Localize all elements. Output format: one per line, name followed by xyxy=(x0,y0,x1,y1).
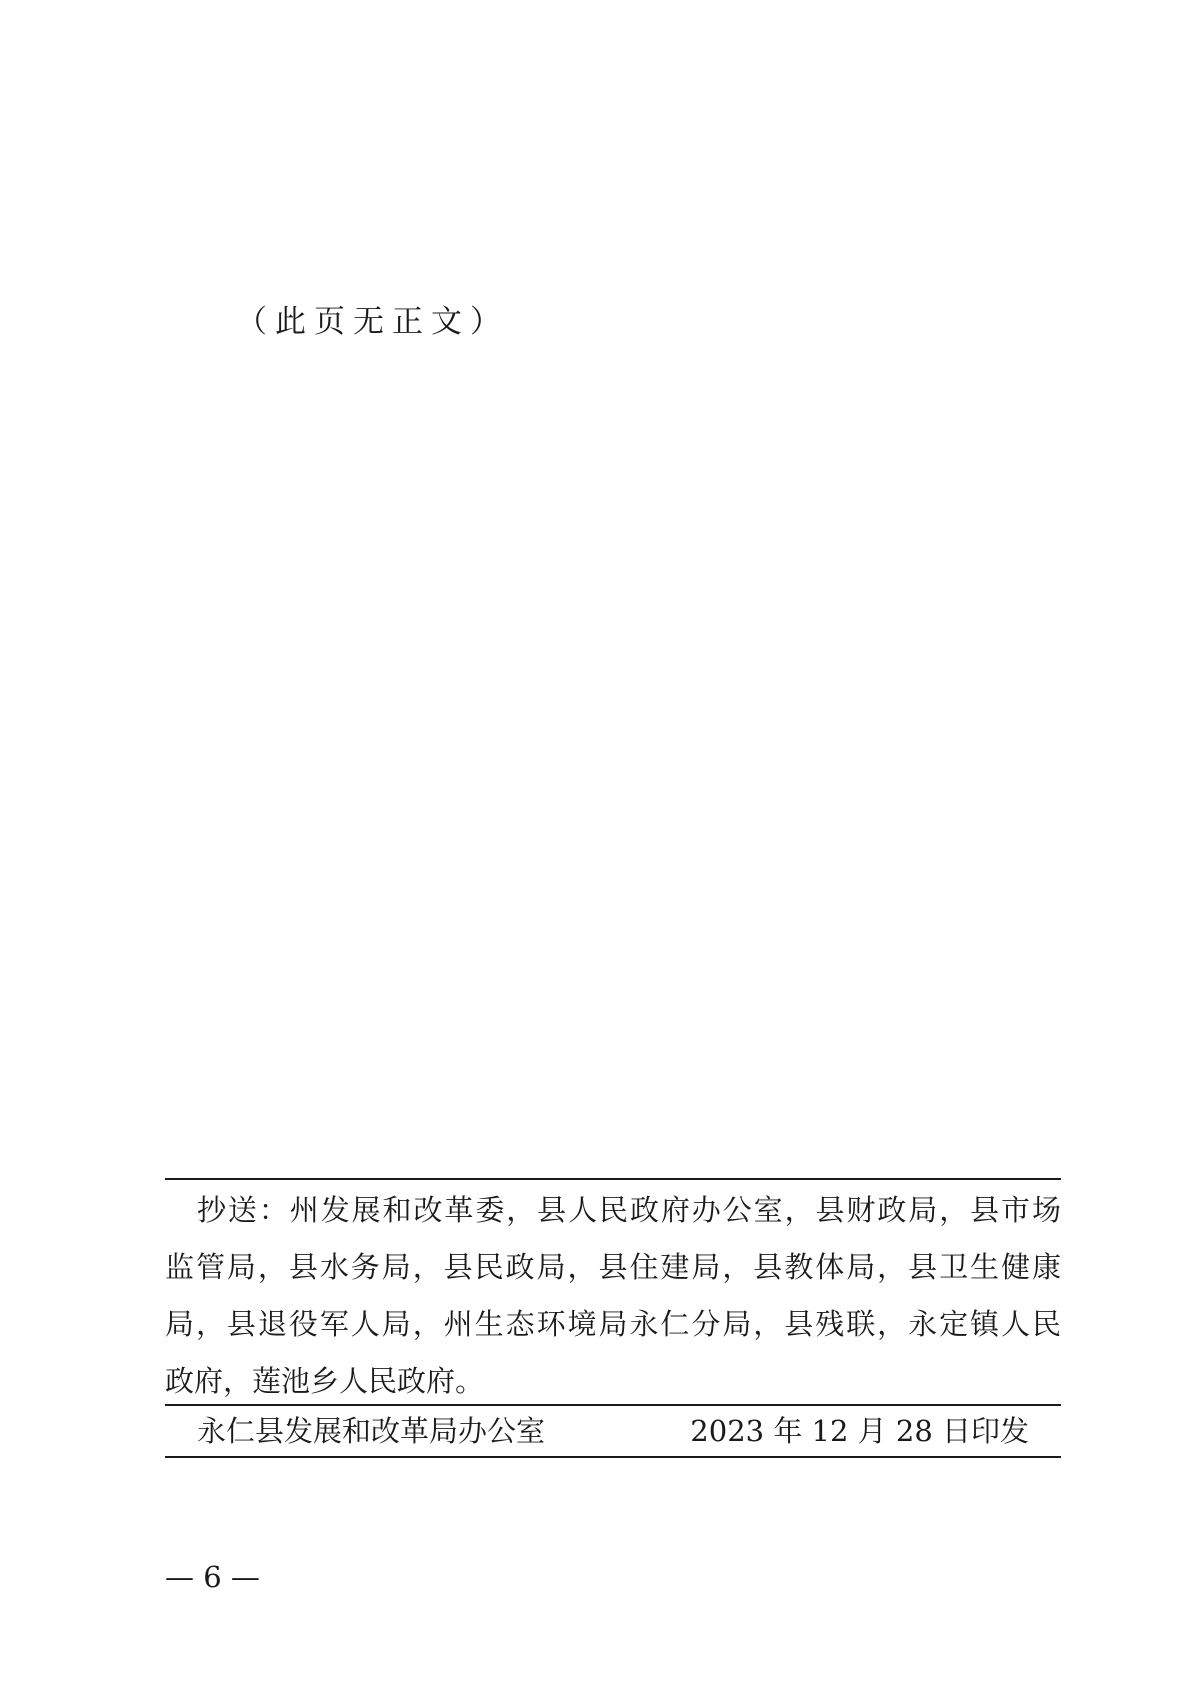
issuer-bottom-rule xyxy=(165,1456,1061,1458)
page-number: — 6 — xyxy=(165,1560,260,1594)
issuer-name: 永仁县发展和改革局办公室 xyxy=(197,1414,546,1448)
cc-line: 监管局，县水务局，县民政局，县住建局，县教体局，县卫生健康 xyxy=(165,1250,1061,1284)
issue-date: 2023 年 12 月 28 日印发 xyxy=(690,1414,1029,1448)
cc-top-rule xyxy=(165,1178,1061,1180)
issuer-line xyxy=(165,1408,1061,1454)
no-body-note: （此页无正文） xyxy=(236,304,509,340)
cc-line: 局，县退役军人局，州生态环境局永仁分局，县残联，永定镇人民 xyxy=(165,1307,1061,1341)
cc-line: 政府，莲池乡人民政府。 xyxy=(165,1364,485,1398)
cc-line: 抄送：州发展和改革委，县人民政府办公室，县财政局，县市场 xyxy=(197,1193,1061,1227)
cc-distribution-list xyxy=(165,1182,1061,1410)
cc-bottom-rule xyxy=(165,1404,1061,1406)
